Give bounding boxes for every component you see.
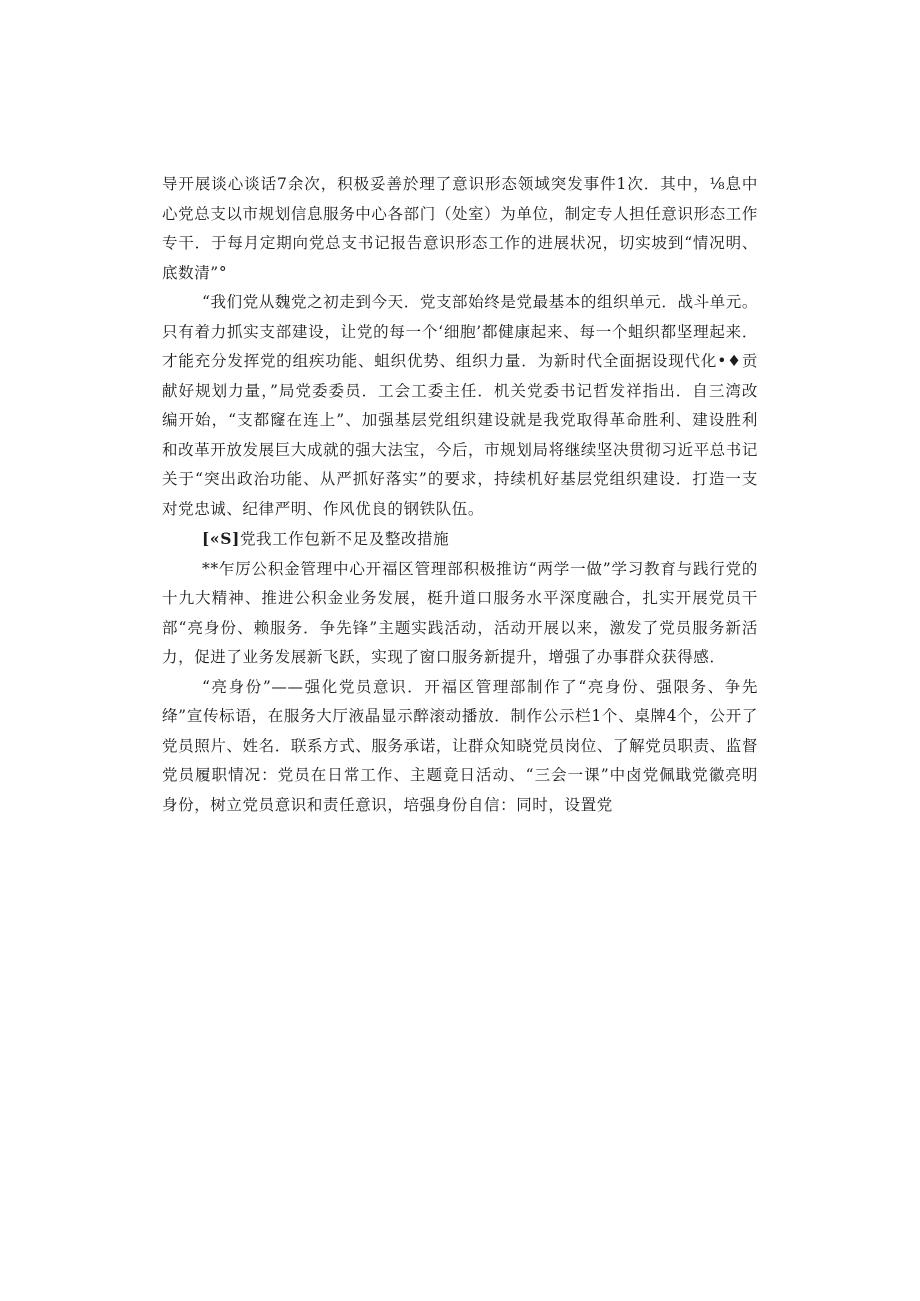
- section-heading-prefix: [«S]: [202, 529, 240, 548]
- paragraph-1: 导开展谈心谈话7余次，积极妥善於理了意识形态领域突发事件1次．其中，⅛息中心党总支以市规划信息服务中心各部门（处室）为单位，制定专人担任意识形态工作专干．于每月定期向党总支书记报告意识形态工作的进展状况，切实坡到“情况明、底数清”°: [162, 175, 758, 282]
- paragraph-2: “我们党从魏党之初走到今天．党支部始终是党最基本的组织单元．战斗单元。只有着力抓实支部建设，让党的每一个‘细胞’都健康起来、每一个蛆织都坚理起来．才能充分发挥党的组疾功能、蛆织优势、组织力量．为新时代全面据设现代化•♦贡献好规划力量，”局党委委员．工会工委主任．机关党委书记哲发祥指出．自三湾改编开始，“支都窿在连上”、加强基层党组织建设就是我党取得革命胜利、建设胜利和改革开放发展巨大成就的强大法宝，今后，市规划局将继续坚决贯彻习近平总书记关于“突出政治功能、从严抓好落实”的要求，持续机好基层党组织建设．打造一支对党忠诚、纪律严明、作风优良的钢铁队伍。: [162, 293, 758, 518]
- section-heading: [162, 524, 758, 555]
- document-body: [162, 170, 758, 820]
- paragraph-4: “亮身份”——强化党员意识．开福区管理部制作了“亮身份、强限务、争先绛”宣传标语，在服务大厅液晶显示醉滚动播放．制作公示栏1个、桌牌4个，公开了党员照片、姓名．联系方式、服务承诺，让群众知晓党员岗位、了解党员职责、监督党员履职情况：党员在日常工作、主题竟日活动、“三会一课”中卤党佩戢党徽亮明身份，树立党员意识和责任意识，培强身份自信：同时，设置党: [162, 677, 758, 814]
- paragraph-3: **乍厉公积金管理中心开福区管理部积极推访“两学一做”学习教育与践行党的十九大精神、推进公积金业务发展，梃升道口服务水平深度融合，扎实开展党员干部“亮身份、赖服务．争先锋”主题实践活动，活动开展以来，激发了党员服务新活力，促进了业务发展新飞跃，实现了窗口服务新提升，增强了办事群众获得感．: [162, 559, 758, 666]
- section-heading-text: 党我工作包新不足及整改措施: [239, 530, 450, 548]
